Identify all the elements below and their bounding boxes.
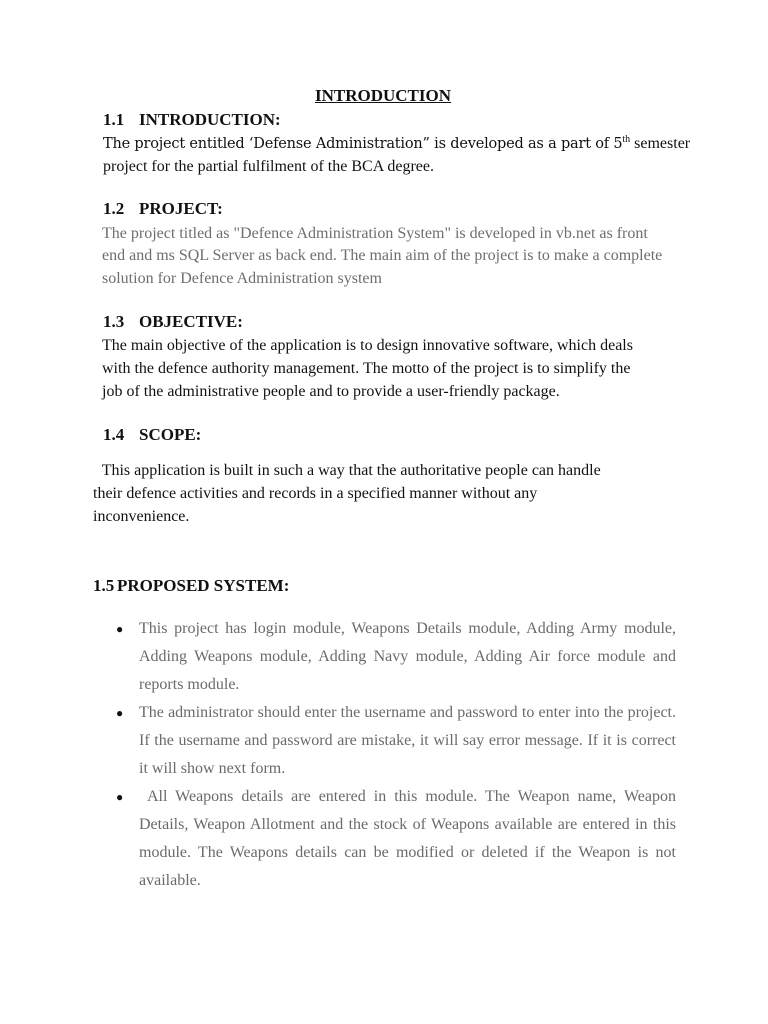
section-heading-introduction bbox=[103, 110, 281, 130]
scope-paragraph-line-2: their defence activities and records in a specified manner without any bbox=[93, 485, 538, 502]
section-title: INTRODUCTION: bbox=[139, 110, 281, 129]
list-item bbox=[116, 615, 676, 699]
section-title: SCOPE: bbox=[139, 425, 202, 444]
section-number: 1.3 bbox=[103, 312, 125, 331]
section-heading-project bbox=[103, 199, 223, 219]
list-item bbox=[116, 699, 676, 783]
page-title: INTRODUCTION bbox=[314, 86, 452, 105]
section-heading-scope bbox=[103, 425, 201, 445]
section-heading-proposed-system bbox=[93, 576, 289, 596]
section-heading-objective bbox=[103, 312, 243, 332]
project-paragraph-line-3: solution for Defence Administration system bbox=[102, 270, 382, 287]
list-item-text: All Weapons details are entered in this module. The Weapon name, Weapon Details, Weapon Allotment and the stock of Weapons available are entered in this module. The Weapons details can be modified or deleted if the Weapon is not available. bbox=[139, 788, 680, 889]
bullet-icon: ● bbox=[116, 790, 124, 804]
proposed-system-bullet-list bbox=[116, 615, 680, 895]
section-number: 1.2 bbox=[103, 199, 125, 218]
objective-paragraph-line-2: with the defence authority management. The motto of the project is to simplify the bbox=[102, 360, 631, 377]
scope-paragraph-line-3: inconvenience. bbox=[93, 508, 190, 525]
project-paragraph-line-2: end and ms SQL Server as back end. The main aim of the project is to make a complete bbox=[102, 247, 663, 264]
bullet-icon: ● bbox=[116, 622, 124, 636]
list-item-text: This project has login module, Weapons Details module, Adding Army module, Adding Weapons module, Adding Navy module, Adding Air force module and reports module. bbox=[139, 620, 676, 693]
list-item bbox=[116, 783, 680, 895]
objective-paragraph-line-3: job of the administrative people and to provide a user-friendly package. bbox=[102, 383, 560, 400]
objective-paragraph-line-1: The main objective of the application is to design innovative software, which deals bbox=[102, 337, 633, 354]
section-title: PROPOSED SYSTEM: bbox=[117, 576, 290, 595]
intro-text-prefix: The project entitled ‘Defense Administration” is developed as a part of 5 bbox=[103, 136, 623, 152]
bullet-icon: ● bbox=[116, 706, 124, 720]
project-paragraph-line-1: The project titled as "Defence Administration System" is developed in vb.net as front bbox=[102, 225, 648, 242]
section-title: OBJECTIVE: bbox=[139, 312, 243, 331]
intro-paragraph-line-2: project for the partial fulfilment of the BCA degree. bbox=[103, 158, 434, 175]
scope-paragraph-line-1: This application is built in such a way that the authoritative people can handle bbox=[94, 462, 601, 479]
section-title: PROJECT: bbox=[139, 199, 223, 218]
section-number: 1.4 bbox=[103, 425, 125, 444]
section-number: 1.1 bbox=[103, 110, 125, 129]
list-item-text: The administrator should enter the username and password to enter into the project. If the username and password are mistake, it will say error message. If it is correct it will show next form. bbox=[139, 704, 676, 777]
section-number: 1.5 bbox=[93, 576, 115, 595]
intro-paragraph-line-1 bbox=[103, 132, 690, 156]
ordinal-superscript: th bbox=[622, 134, 631, 145]
intro-text-suffix: semester bbox=[630, 135, 691, 152]
